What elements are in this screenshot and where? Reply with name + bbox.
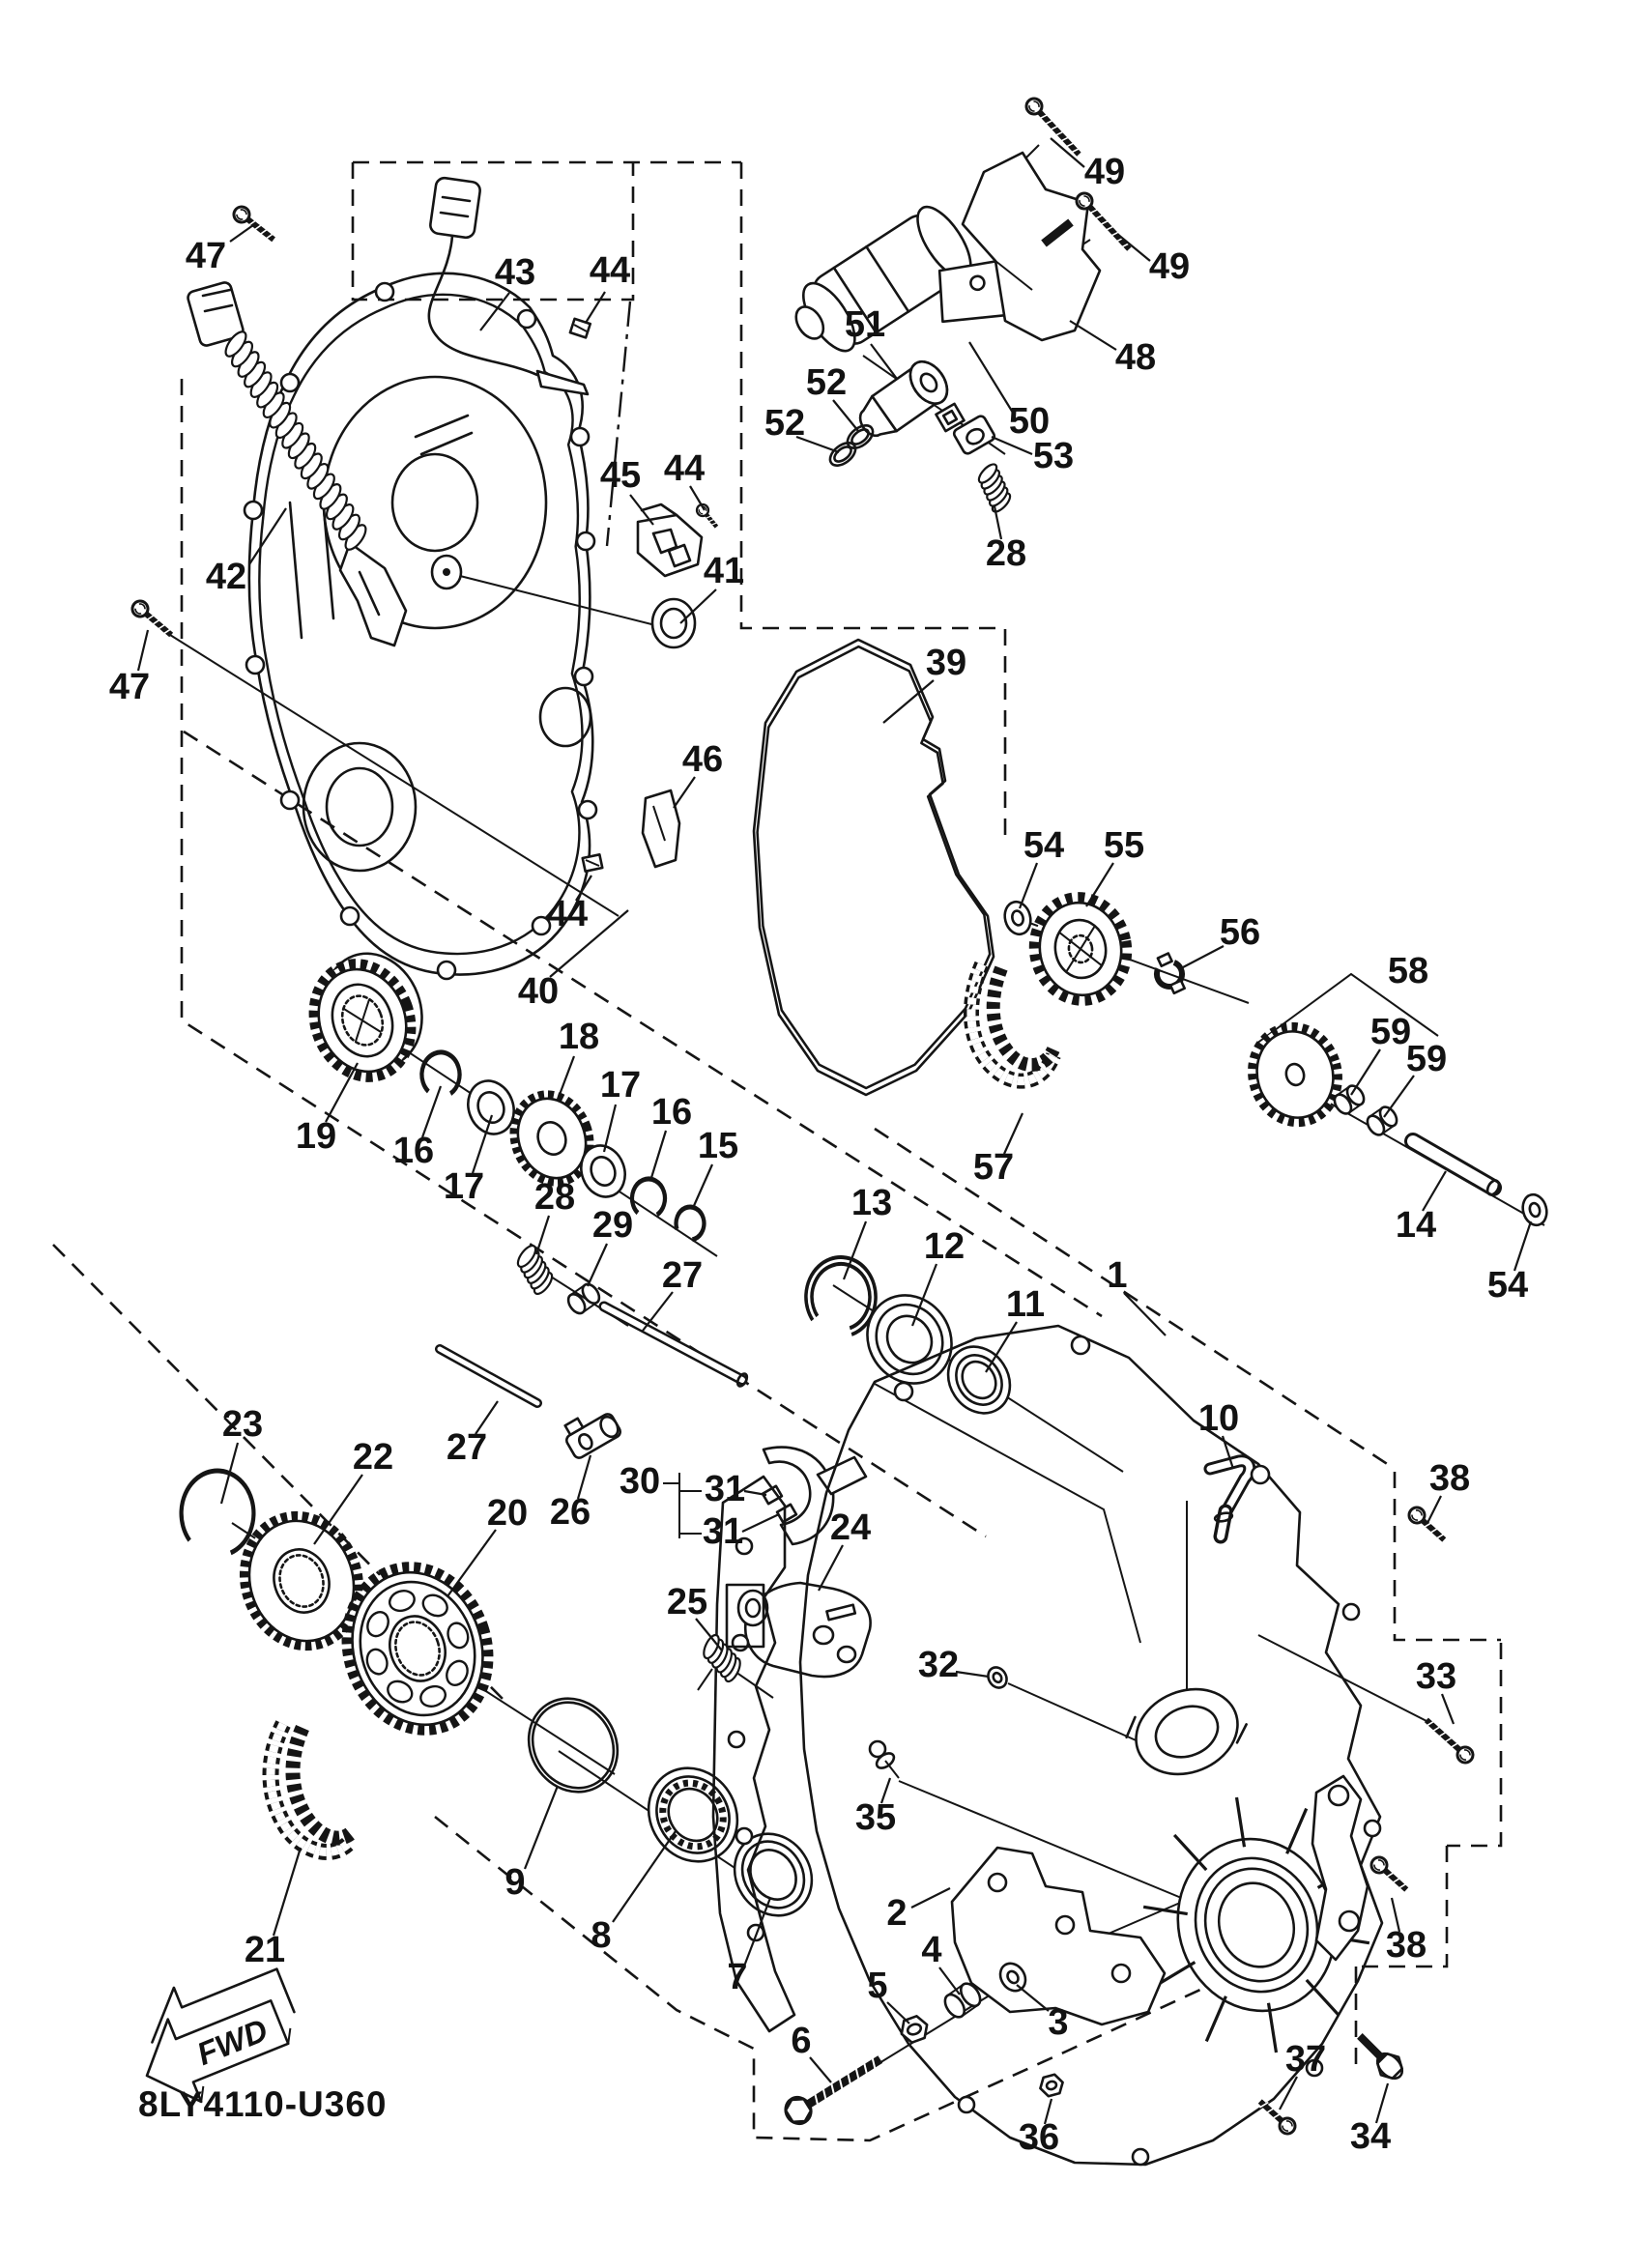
part-callout-31: 31: [702, 1511, 744, 1553]
part-callout-52: 52: [764, 403, 806, 445]
part-callout-49: 49: [1083, 152, 1126, 193]
clip-44-mid: [583, 854, 603, 871]
leader-line-56: [1183, 946, 1224, 967]
part-callout-25: 25: [666, 1582, 708, 1623]
diagram-code: 8LY4110-U360: [138, 2084, 388, 2124]
part-callout-57: 57: [972, 1147, 1015, 1189]
part-callout-51: 51: [844, 304, 886, 346]
part-callout-44: 44: [546, 894, 589, 935]
bearing-boss: [1118, 1673, 1256, 1792]
part-callout-5: 5: [867, 1966, 888, 2007]
leader-line-59: [1351, 1049, 1380, 1095]
bracket-30-31: [663, 1473, 702, 1538]
part-callout-59: 59: [1405, 1039, 1448, 1080]
part-callout-47: 47: [185, 236, 227, 277]
nut-5: [898, 2014, 932, 2045]
part-callout-24: 24: [829, 1507, 872, 1549]
part-callout-27: 27: [661, 1255, 704, 1297]
joint-26: [560, 1403, 622, 1460]
part-callout-10: 10: [1197, 1398, 1240, 1440]
leader-line-38: [1427, 1496, 1441, 1523]
part-callout-55: 55: [1103, 825, 1145, 867]
part-callout-59: 59: [1369, 1012, 1412, 1053]
bolt-33: [1422, 1714, 1477, 1766]
screw-37: [1254, 2096, 1298, 2138]
screw-47b: [130, 598, 177, 641]
part-callout-35: 35: [854, 1797, 897, 1839]
part-callout-3: 3: [1048, 2002, 1069, 2044]
part-callout-58: 58: [1387, 951, 1429, 992]
part-callout-44: 44: [589, 250, 631, 292]
part-callout-16: 16: [392, 1131, 435, 1172]
leader-line-24: [819, 1545, 843, 1591]
leader-line-17: [604, 1105, 616, 1152]
leader-line-44: [586, 292, 605, 323]
leader-line-6: [810, 2057, 831, 2082]
sprocket-55: [1025, 889, 1135, 1008]
part-callout-50: 50: [1008, 401, 1051, 443]
circlip-16b: [627, 1173, 670, 1222]
leader-line-47: [230, 225, 253, 242]
bracket-24: [738, 1583, 871, 1677]
leader-line-21: [274, 1848, 301, 1936]
leader-line-9: [525, 1786, 558, 1869]
part-callout-4: 4: [921, 1930, 942, 1971]
leader-line-18: [558, 1056, 574, 1100]
part-callout-39: 39: [925, 643, 967, 684]
part-callout-54: 54: [1486, 1265, 1529, 1306]
part-callout-12: 12: [923, 1226, 966, 1268]
part-callout-1: 1: [1107, 1255, 1128, 1297]
part-callout-47: 47: [108, 667, 151, 708]
bolt-34: [1351, 2027, 1409, 2085]
spring-28b: [515, 1243, 556, 1297]
roller-29: [565, 1281, 603, 1316]
leader-line-48: [1070, 321, 1116, 350]
part-callout-42: 42: [205, 557, 247, 598]
part-callout-44: 44: [663, 448, 706, 490]
part-callout-33: 33: [1415, 1656, 1457, 1698]
part-callout-30: 30: [619, 1461, 661, 1503]
part-callout-32: 32: [917, 1645, 960, 1686]
cover-gasket-line: [259, 295, 582, 954]
leader-line-59: [1384, 1076, 1414, 1117]
gasket-39: [754, 640, 994, 1095]
leader-line-2: [911, 1888, 950, 1908]
bolt-49a: [1023, 96, 1085, 159]
leader-line-52: [833, 400, 858, 431]
part-callout-43: 43: [494, 252, 536, 294]
gear-19: [296, 939, 439, 1091]
screw-47a: [231, 204, 278, 245]
washer-54b: [1519, 1191, 1549, 1227]
part-callout-52: 52: [805, 362, 848, 404]
leader-line-54: [1020, 863, 1037, 908]
leader-line-54: [1514, 1221, 1531, 1271]
part-callout-20: 20: [486, 1493, 529, 1535]
pinion-51: [850, 355, 955, 447]
part-callout-40: 40: [517, 971, 560, 1013]
nut-36: [1038, 2073, 1065, 2098]
part-callout-38: 38: [1428, 1458, 1471, 1500]
part-callout-37: 37: [1284, 2039, 1327, 2081]
part-callout-22: 22: [352, 1437, 394, 1479]
part-callout-18: 18: [558, 1017, 600, 1058]
part-callout-38: 38: [1385, 1925, 1427, 1967]
leader-line-28: [536, 1216, 549, 1254]
screw-44b: [695, 502, 722, 531]
part-callout-26: 26: [549, 1492, 591, 1534]
part-callout-11: 11: [1005, 1284, 1046, 1326]
part-callout-31: 31: [704, 1469, 746, 1510]
part-callout-19: 19: [295, 1116, 337, 1158]
part-callout-16: 16: [650, 1092, 693, 1134]
grommet-41: [652, 599, 695, 647]
screw-38b: [1369, 1854, 1412, 1896]
fwd-label: FWD: [191, 2011, 274, 2073]
bushing-59b: [1364, 1104, 1399, 1137]
part-callout-53: 53: [1032, 436, 1075, 477]
engine-mount-rail: [713, 1477, 794, 2031]
shaft-14: [1413, 1141, 1501, 1196]
part-callout-29: 29: [591, 1205, 634, 1247]
part-callout-36: 36: [1018, 2117, 1060, 2159]
circlip-16a: [417, 1047, 465, 1104]
leader-line-20: [447, 1530, 496, 1596]
part-callout-14: 14: [1395, 1205, 1437, 1247]
part-callout-34: 34: [1349, 2116, 1392, 2158]
part-callout-49: 49: [1148, 246, 1191, 288]
leader-line-55: [1086, 863, 1113, 906]
leader-line-33: [1442, 1694, 1454, 1724]
leader-line-50: [969, 342, 1013, 413]
part-callout-28: 28: [533, 1177, 576, 1219]
part-callout-6: 6: [791, 2021, 812, 2062]
gear-58: [1242, 1017, 1349, 1132]
guide-bar-27b: [440, 1349, 537, 1403]
part-callout-7: 7: [727, 1957, 748, 1998]
screw-38a: [1406, 1505, 1450, 1546]
leader-line-29: [588, 1244, 607, 1286]
leader-line-31: [742, 1514, 779, 1532]
part-callout-27: 27: [446, 1427, 488, 1469]
wedge-45: [638, 504, 702, 576]
bolt-35: [870, 1741, 899, 1778]
part-callout-21: 21: [244, 1930, 286, 1971]
part-callout-2: 2: [886, 1893, 908, 1935]
leader-line-16: [650, 1131, 666, 1181]
plate-46: [643, 790, 679, 867]
part-callout-56: 56: [1219, 912, 1261, 954]
part-callout-54: 54: [1023, 825, 1065, 867]
part-callout-23: 23: [221, 1404, 264, 1446]
leader-line-4: [939, 1967, 960, 1995]
damper-53: [936, 404, 995, 455]
part-callout-46: 46: [681, 739, 724, 781]
leader-line-32: [956, 1672, 989, 1677]
part-callout-28: 28: [985, 533, 1027, 575]
leader-line-46: [674, 777, 695, 808]
part-callout-41: 41: [703, 551, 745, 592]
chain-21: [271, 1724, 352, 1852]
part-callout-48: 48: [1114, 337, 1157, 379]
washer-54a: [1001, 899, 1034, 937]
pipe-10: [1210, 1461, 1250, 1536]
leader-line-13: [844, 1221, 866, 1279]
tensioner-arm: [1312, 1776, 1368, 1960]
part-callout-17: 17: [443, 1166, 485, 1208]
part-callout-13: 13: [850, 1183, 893, 1224]
leader-line-51: [871, 344, 897, 379]
leader-line-8: [613, 1831, 676, 1922]
part-callout-15: 15: [697, 1126, 739, 1167]
part-callout-17: 17: [599, 1065, 642, 1106]
leader-line-19: [326, 1063, 358, 1122]
part-callout-9: 9: [504, 1862, 526, 1904]
guide-bar-27a: [604, 1306, 749, 1388]
leader-line-15: [693, 1164, 712, 1208]
part-callout-8: 8: [591, 1915, 612, 1957]
leader-line-47: [138, 630, 148, 671]
part-callout-45: 45: [599, 455, 642, 497]
